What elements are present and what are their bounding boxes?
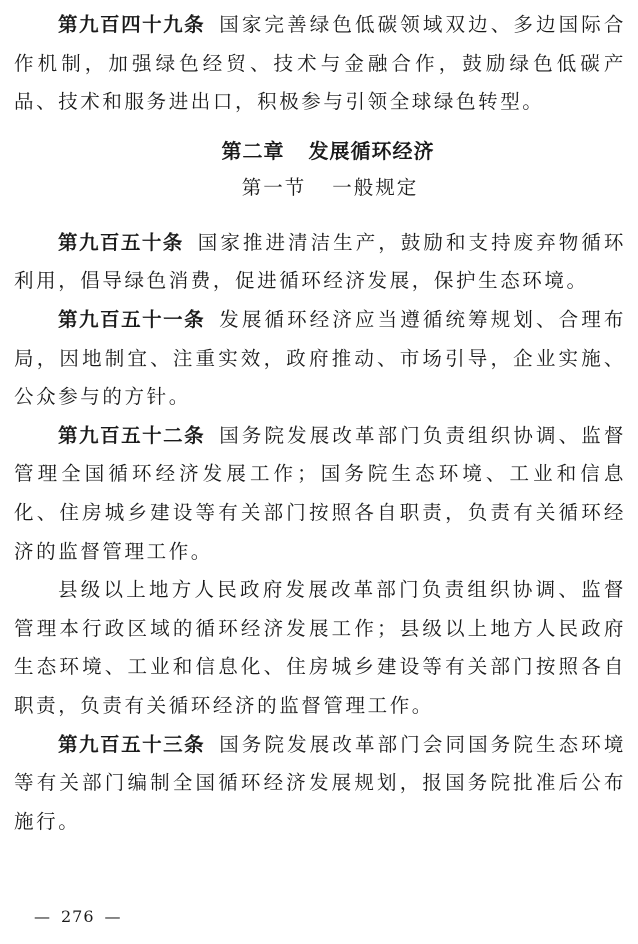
- section-title: 一般规定: [332, 175, 419, 199]
- document-page: [14, 6, 626, 841]
- article-number: 第九百五十一条: [58, 307, 206, 331]
- article-paragraph: [14, 6, 626, 122]
- body-paragraph: [14, 571, 626, 725]
- article-number: 第九百五十三条: [58, 732, 206, 756]
- section-heading: [14, 170, 626, 206]
- page-footer: [24, 907, 132, 926]
- article-number: 第九百五十条: [58, 230, 184, 254]
- article-number: 第九百五十二条: [58, 423, 206, 447]
- article-text: 国务院发展改革部门负责组织协调、监督管理全国循环经济发展工作；国务院生态环境、工业和信息化、住房城乡建设等有关部门按照各自职责，负责有关循环经济的监督管理工作。: [14, 423, 626, 563]
- article-number: 第九百四十九条: [58, 13, 206, 36]
- article-paragraph: [14, 726, 626, 842]
- article-text: 国家完善绿色低碳领域双边、多边国际合作机制，加强绿色经贸、技术与金融合作，鼓励绿色低碳产品、技术和服务进出口，积极参与引领全球绿色转型。: [14, 13, 626, 114]
- chapter-number: 第二章: [221, 138, 285, 163]
- article-text: 发展循环经济应当遵循统筹规划、合理布局，因地制宜、注重实效，政府推动、市场引导，企业实施、公众参与的方针。: [14, 307, 626, 409]
- footer-dash-left: —: [34, 907, 51, 926]
- article-paragraph: [14, 301, 626, 417]
- chapter-heading: [14, 132, 626, 170]
- chapter-title: 发展循环经济: [308, 138, 435, 163]
- page-number: 276: [61, 907, 95, 926]
- paragraph-text: 县级以上地方人民政府发展改革部门负责组织协调、监督管理本行政区域的循环经济发展工作；县级以上地方人民政府生态环境、工业和信息化、住房城乡建设等有关部门按照各自职责，负责有关循环经济的监督管理工作。: [14, 578, 626, 717]
- footer-dash-right: —: [104, 907, 122, 926]
- article-paragraph: [14, 224, 626, 301]
- article-text: 国务院发展改革部门会同国务院生态环境等有关部门编制全国循环经济发展规划，报国务院批准后公布施行。: [14, 732, 626, 833]
- section-number: 第一节: [241, 175, 307, 199]
- article-text: 国家推进清洁生产，鼓励和支持废弃物循环利用，倡导绿色消费，促进循环经济发展，保护生态环境。: [14, 230, 626, 293]
- article-paragraph: [14, 417, 626, 571]
